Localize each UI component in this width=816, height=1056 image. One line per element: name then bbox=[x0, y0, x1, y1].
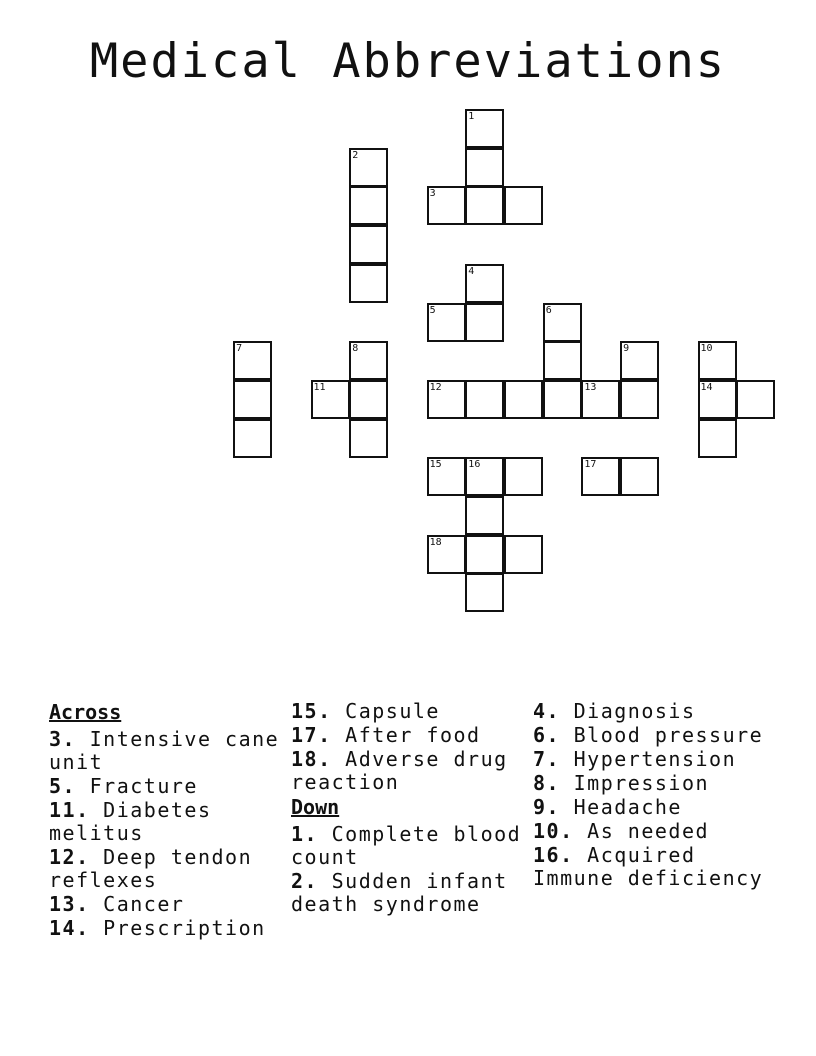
clue-number: 5. bbox=[49, 774, 77, 798]
grid-cell[interactable] bbox=[349, 341, 388, 380]
clue-number: 9. bbox=[533, 795, 561, 819]
clue-number: 15. bbox=[291, 699, 332, 723]
grid-cell[interactable] bbox=[465, 496, 504, 535]
clue-down-8 bbox=[533, 772, 765, 795]
clue-text: Capsule bbox=[331, 699, 440, 723]
clue-column-3 bbox=[533, 700, 765, 891]
clue-across-3 bbox=[49, 728, 281, 774]
clue-text: Sudden infant death syndrome bbox=[291, 869, 508, 916]
grid-cell[interactable] bbox=[581, 380, 620, 419]
clue-text: Diagnosis bbox=[560, 699, 696, 723]
cell-number: 18 bbox=[429, 536, 442, 548]
grid-cell[interactable] bbox=[427, 303, 466, 342]
clue-text: As needed bbox=[573, 819, 710, 843]
cell-number: 12 bbox=[429, 381, 442, 393]
cell-number: 17 bbox=[584, 459, 597, 471]
cell-number: 6 bbox=[545, 304, 552, 316]
clue-text: Blood pressure bbox=[560, 723, 764, 747]
clue-across-13 bbox=[49, 893, 281, 916]
grid-cell[interactable] bbox=[698, 380, 737, 419]
cell-number: 11 bbox=[313, 381, 326, 393]
cell-number: 16 bbox=[468, 459, 481, 471]
clue-number: 7. bbox=[533, 747, 561, 771]
grid-cell[interactable] bbox=[349, 148, 388, 187]
grid-cell[interactable] bbox=[465, 264, 504, 303]
clue-across-11 bbox=[49, 799, 281, 845]
grid-cell[interactable] bbox=[349, 225, 388, 264]
clue-text: Acquired Immune deficiency bbox=[533, 843, 764, 890]
clue-text: Diabetes melitus bbox=[49, 798, 212, 845]
clue-text: Deep tendon reflexes bbox=[49, 845, 253, 892]
grid-cell[interactable] bbox=[620, 457, 659, 496]
clue-number: 16. bbox=[533, 843, 574, 867]
clue-text: Headache bbox=[560, 795, 682, 819]
grid-cell[interactable] bbox=[233, 380, 272, 419]
clue-across-18 bbox=[291, 748, 523, 794]
grid-cell[interactable] bbox=[465, 535, 504, 574]
clue-number: 3. bbox=[49, 727, 77, 751]
cell-number: 4 bbox=[468, 265, 475, 277]
clue-text: Impression bbox=[560, 771, 710, 795]
clue-number: 14. bbox=[49, 916, 90, 940]
clue-across-14 bbox=[49, 917, 281, 940]
clue-text: Cancer bbox=[89, 892, 185, 916]
grid-cell[interactable] bbox=[465, 380, 504, 419]
cell-number: 8 bbox=[352, 343, 359, 355]
grid-cell[interactable] bbox=[543, 341, 582, 380]
clue-text: Intensive cane unit bbox=[49, 727, 280, 774]
down-heading: Down bbox=[291, 795, 340, 819]
grid-cell[interactable] bbox=[465, 573, 504, 612]
grid-cell[interactable] bbox=[543, 380, 582, 419]
clue-down-7 bbox=[533, 748, 765, 771]
grid-cell[interactable] bbox=[233, 341, 272, 380]
grid-cell[interactable] bbox=[581, 457, 620, 496]
grid-cell[interactable] bbox=[465, 109, 504, 148]
cell-number: 5 bbox=[429, 304, 436, 316]
clue-number: 12. bbox=[49, 845, 90, 869]
clue-number: 11. bbox=[49, 798, 90, 822]
grid-cell[interactable] bbox=[349, 186, 388, 225]
clue-down-16 bbox=[533, 844, 765, 890]
page-title: Medical Abbreviations bbox=[89, 34, 727, 89]
clue-number: 17. bbox=[291, 723, 332, 747]
grid-cell[interactable] bbox=[504, 380, 543, 419]
clue-number: 8. bbox=[533, 771, 561, 795]
grid-cell[interactable] bbox=[698, 419, 737, 458]
cell-number: 3 bbox=[429, 188, 436, 200]
cell-number: 13 bbox=[584, 381, 597, 393]
clue-down-10 bbox=[533, 820, 765, 843]
across-heading: Across bbox=[49, 700, 122, 724]
clue-number: 6. bbox=[533, 723, 561, 747]
clue-across-15 bbox=[291, 700, 523, 723]
grid-cell[interactable] bbox=[427, 380, 466, 419]
grid-cell[interactable] bbox=[465, 303, 504, 342]
grid-cell[interactable] bbox=[620, 341, 659, 380]
grid-cell[interactable] bbox=[504, 186, 543, 225]
cell-number: 14 bbox=[700, 381, 713, 393]
cell-number: 7 bbox=[236, 343, 243, 355]
clue-across-17 bbox=[291, 724, 523, 747]
cell-number: 1 bbox=[468, 111, 475, 122]
clue-down-9 bbox=[533, 796, 765, 819]
clue-number: 2. bbox=[291, 869, 319, 893]
clue-number: 13. bbox=[49, 892, 90, 916]
clue-number: 10. bbox=[533, 819, 574, 843]
clue-text: Hypertension bbox=[560, 747, 737, 771]
grid-cell[interactable] bbox=[465, 186, 504, 225]
clue-number: 1. bbox=[291, 822, 319, 846]
grid-cell[interactable] bbox=[349, 380, 388, 419]
cell-number: 10 bbox=[700, 343, 713, 355]
grid-cell[interactable] bbox=[465, 457, 504, 496]
clue-text: Complete blood count bbox=[291, 822, 522, 869]
grid-cell[interactable] bbox=[620, 380, 659, 419]
grid-cell[interactable] bbox=[427, 457, 466, 496]
grid-cell[interactable] bbox=[736, 380, 775, 419]
cell-number: 15 bbox=[429, 459, 442, 471]
clue-text: After food bbox=[331, 723, 481, 747]
grid-cell[interactable] bbox=[427, 535, 466, 574]
clue-text: Adverse drug reaction bbox=[291, 747, 508, 794]
grid-cell[interactable] bbox=[504, 535, 543, 574]
clue-number: 4. bbox=[533, 699, 561, 723]
clue-text: Prescription bbox=[89, 916, 266, 940]
clue-down-6 bbox=[533, 724, 765, 747]
clue-column-2 bbox=[291, 700, 523, 917]
clue-down-4 bbox=[533, 700, 765, 723]
clue-down-2 bbox=[291, 870, 523, 916]
clue-text: Fracture bbox=[76, 774, 198, 798]
clue-column-1 bbox=[49, 700, 281, 941]
grid-cell[interactable] bbox=[427, 186, 466, 225]
clue-across-12 bbox=[49, 846, 281, 892]
grid-cell[interactable] bbox=[698, 341, 737, 380]
grid-cell[interactable] bbox=[311, 380, 350, 419]
clue-down-1 bbox=[291, 823, 523, 869]
grid-cell[interactable] bbox=[504, 457, 543, 496]
grid-cell[interactable] bbox=[543, 303, 582, 342]
clue-across-5 bbox=[49, 775, 281, 798]
clue-number: 18. bbox=[291, 747, 332, 771]
cell-number: 9 bbox=[623, 343, 630, 355]
grid-cell[interactable] bbox=[349, 264, 388, 303]
grid-cell[interactable] bbox=[233, 419, 272, 458]
cell-number: 2 bbox=[352, 149, 359, 161]
grid-cell[interactable] bbox=[465, 148, 504, 187]
grid-cell[interactable] bbox=[349, 419, 388, 458]
